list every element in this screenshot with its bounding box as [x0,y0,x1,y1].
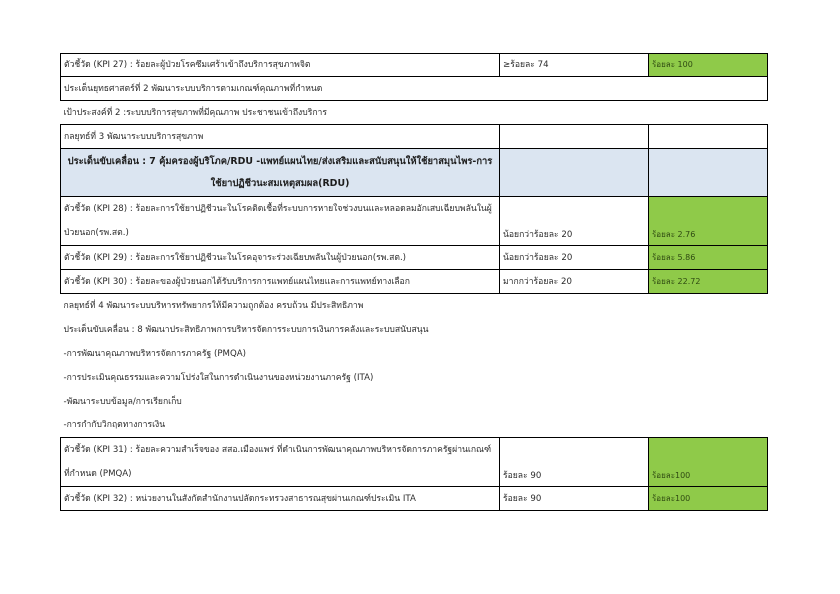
empty-cell [649,125,768,149]
kpi-target: น้อยกว่าร้อยละ 20 [500,197,649,246]
table-row [61,246,768,270]
kpi-result: ร้อยละ100 [649,487,768,511]
kpi-result: ร้อยละ 2.76 [649,197,768,246]
kpi-table [60,53,768,511]
kpi-label: ตัวชี้วัด (KPI 31) : ร้อยละความสำเร็จของ สสอ.เมืองแพร่ ที่ดำเนินการพัฒนาคุณภาพบริหารจัดการภาครัฐผ่านเกณฑ์ที่กำหนด (PMQA) [61,438,500,487]
kpi-result: ร้อยละ 5.86 [649,246,768,270]
kpi-label: ตัวชี้วัด (KPI 29) : ร้อยละการใช้ยาปฏิชีวนะในโรคอุจาระร่วงเฉียบพลันในผู้ป่วยนอก(รพ.สต.) [61,246,500,270]
strategy: กลยุทธ์ที่ 4 พัฒนาระบบบริหารทรัพยากรให้มีความถูกต้อง ครบถ้วน มีประสิทธิภาพ [63,300,364,311]
kpi-result: ร้อยละ 100 [649,54,768,77]
strategy: กลยุทธ์ที่ 3 พัฒนาระบบบริการสุขภาพ [61,125,500,149]
table-row [61,101,768,125]
list-item: -การประเมินคุณธรรมและความโปร่งใสในการดำเนินงานของหน่วยงานภาครัฐ (ITA) [63,372,374,383]
kpi-target: ร้อยละ 90 [500,487,649,511]
kpi-target: มากกว่าร้อยละ 20 [500,270,649,294]
kpi-target: น้อยกว่าร้อยละ 20 [500,246,649,270]
table-row [61,149,768,197]
kpi-target: ≥ร้อยละ 74 [500,54,649,77]
table-row [61,197,768,246]
table-row [61,366,768,390]
strategic-issue: ประเด็นยุทธศาสตร์ที่ 2 พัฒนาระบบบริการตามเกณฑ์คุณภาพที่กำหนด [61,77,768,101]
table-row [61,294,768,318]
empty-cell [500,125,649,149]
kpi-label: ตัวชี้วัด (KPI 32) : หน่วยงานในสังกัดสำนักงานปลัดกระทรวงสาธารณสุขผ่านเกณฑ์ประเมิน ITA [61,487,500,511]
list-item: -พัฒนาระบบข้อมูล/การเรียกเก็บ [63,396,182,407]
table-row [61,438,768,487]
empty-cell [500,149,649,197]
table-row [61,487,768,511]
table-row [61,414,768,438]
driver-issue: ประเด็นขับเคลื่อน : 8 พัฒนาประสิทธิภาพการบริหารจัดการระบบการเงินการคลังและระบบสนับสนุน [63,324,429,335]
kpi-target: ร้อยละ 90 [500,438,649,487]
table-row [61,125,768,149]
table-row [61,270,768,294]
list-item: -การพัฒนาคุณภาพบริหารจัดการภาครัฐ (PMQA) [63,348,246,359]
list-item: -การกำกับวิกฤตทางการเงิน [63,420,166,431]
table-row [61,318,768,342]
kpi-label: ตัวชี้วัด (KPI 28) : ร้อยละการใช้ยาปฏิชีวนะในโรคติดเชื้อที่ระบบการหายใจช่วงบนและหลอดลมอักเสบเฉียบพลันในผู้ป่วยนอก(รพ.สต.) [61,197,500,246]
goal: เป้าประสงค์ที่ 2 :ระบบบริการสุขภาพที่มีคุณภาพ ประชาชนเข้าถึงบริการ [63,107,327,118]
table-row [61,390,768,414]
driver-issue: ประเด็นขับเคลื่อน : 7 คุ้มครองผู้บริโภค/RDU -แพทย์แผนไทย/ส่งเสริมและสนับสนุนให้ใช้ยาสมุนไพร-การใช้ยาปฏิชีวนะสมเหตุสมผล(RDU) [61,149,500,197]
empty-cell [649,149,768,197]
table-row [61,54,768,77]
table-row [61,77,768,101]
kpi-result: ร้อยละ 22.72 [649,270,768,294]
kpi-label: ตัวชี้วัด (KPI 27) : ร้อยละผู้ป่วยโรคซึมเศร้าเข้าถึงบริการสุขภาพจิต [61,54,500,77]
kpi-label: ตัวชี้วัด (KPI 30) : ร้อยละของผู้ป่วยนอกได้รับบริการการแพทย์แผนไทยและการแพทย์ทางเลือก [61,270,500,294]
table-row [61,342,768,366]
kpi-result: ร้อยละ100 [649,438,768,487]
